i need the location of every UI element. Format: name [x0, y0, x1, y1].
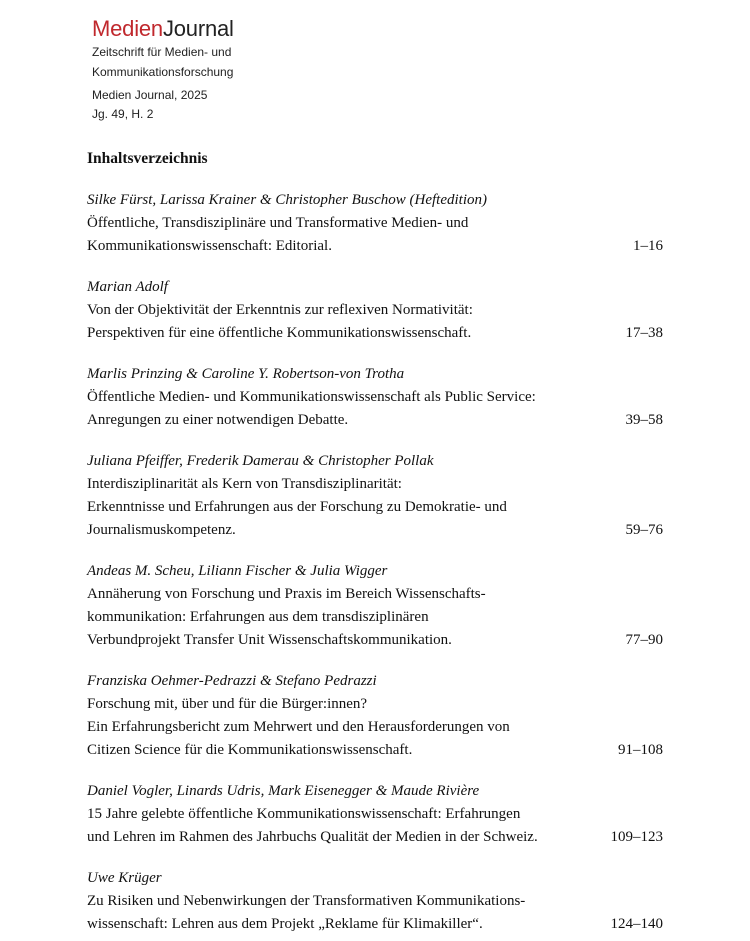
toc-entry	[87, 276, 663, 345]
issue-info	[92, 86, 207, 124]
journal-subtitle-1: Zeitschrift für Medien- und	[92, 45, 232, 59]
entry-pages: 39–58	[625, 412, 663, 428]
toc-entry	[87, 670, 663, 762]
entry-authors: Uwe Krüger	[87, 870, 162, 886]
logo-wordmark	[92, 16, 234, 42]
logo-medien: Medien	[92, 16, 163, 41]
entry-pages: 17–38	[625, 325, 663, 341]
logo-journal: Journal	[162, 16, 234, 41]
entry-title-line: Journalismuskompetenz.	[87, 522, 236, 538]
issue-line-1: Medien Journal, 2025	[92, 88, 208, 102]
toc-entry	[87, 189, 663, 258]
toc-entry	[87, 363, 663, 432]
entry-title-line: Öffentliche Medien- und Kommunikationswissenschaft als Public Service:	[87, 389, 536, 405]
entry-title-line: 15 Jahre gelebte öffentliche Kommunikationswissenschaft: Erfahrungen	[87, 806, 521, 822]
entry-title-line: Zu Risiken und Nebenwirkungen der Transformativen Kommunikations-	[87, 893, 526, 909]
entry-title-line: Öffentliche, Transdisziplinäre und Transformative Medien- und	[87, 215, 469, 231]
entry-title-line: Verbundprojekt Transfer Unit Wissenschaftskommunikation.	[87, 632, 452, 648]
entry-authors: Andeas M. Scheu, Liliann Fischer & Julia Wigger	[87, 563, 388, 579]
toc-entry	[87, 867, 663, 936]
entry-title-line: wissenschaft: Lehren aus dem Projekt „Reklame für Klimakiller“.	[87, 916, 483, 932]
entry-authors: Marian Adolf	[87, 279, 168, 295]
entry-title-line: Citizen Science für die Kommunikationswissenschaft.	[87, 742, 413, 758]
entry-pages: 1–16	[633, 238, 663, 254]
entry-title-line: Forschung mit, über und für die Bürger:innen?	[87, 696, 368, 712]
toc-entry	[87, 450, 663, 542]
entry-authors: Marlis Prinzing & Caroline Y. Robertson-von Trotha	[87, 366, 405, 382]
toc-entry	[87, 560, 663, 652]
entry-title-line: Interdisziplinarität als Kern von Transdisziplinarität:	[87, 476, 402, 492]
entry-authors: Franziska Oehmer-Pedrazzi & Stefano Pedrazzi	[87, 673, 377, 689]
entry-authors: Juliana Pfeiffer, Frederik Damerau & Christopher Pollak	[87, 453, 434, 469]
entry-title-line: Perspektiven für eine öffentliche Kommunikationswissenschaft.	[87, 325, 472, 341]
entry-title-line: Ein Erfahrungsbericht zum Mehrwert und den Herausforderungen von	[87, 719, 510, 735]
issue-line-2: Jg. 49, H. 2	[92, 107, 154, 121]
entry-title-line: Kommunikationswissenschaft: Editorial.	[87, 238, 332, 254]
entry-title-line: und Lehren im Rahmen des Jahrbuchs Qualität der Medien in der Schweiz.	[87, 829, 538, 845]
entry-title-line: Anregungen zu einer notwendigen Debatte.	[87, 412, 349, 428]
toc-entry	[87, 780, 663, 849]
journal-logo	[92, 16, 234, 82]
entry-pages: 59–76	[625, 522, 663, 538]
entry-authors: Silke Fürst, Larissa Krainer & Christopher Buschow (Heftedition)	[87, 192, 487, 208]
entry-pages: 124–140	[610, 916, 663, 932]
toc-heading: Inhaltsverzeichnis	[87, 150, 208, 167]
entry-title-line: Erkenntnisse und Erfahrungen aus der Forschung zu Demokratie- und	[87, 499, 507, 515]
entry-pages: 91–108	[618, 742, 663, 758]
journal-subtitle-2: Kommunikationsforschung	[92, 65, 234, 79]
entry-pages: 109–123	[610, 829, 663, 845]
entry-title-line: kommunikation: Erfahrungen aus dem transdisziplinären	[87, 609, 429, 625]
entry-pages: 77–90	[625, 632, 663, 648]
entry-authors: Daniel Vogler, Linards Udris, Mark Eisenegger & Maude Rivière	[87, 783, 480, 799]
entry-title-line: Von der Objektivität der Erkenntnis zur reflexiven Normativität:	[87, 302, 473, 318]
entry-title-line: Annäherung von Forschung und Praxis im Bereich Wissenschafts-	[87, 586, 486, 602]
